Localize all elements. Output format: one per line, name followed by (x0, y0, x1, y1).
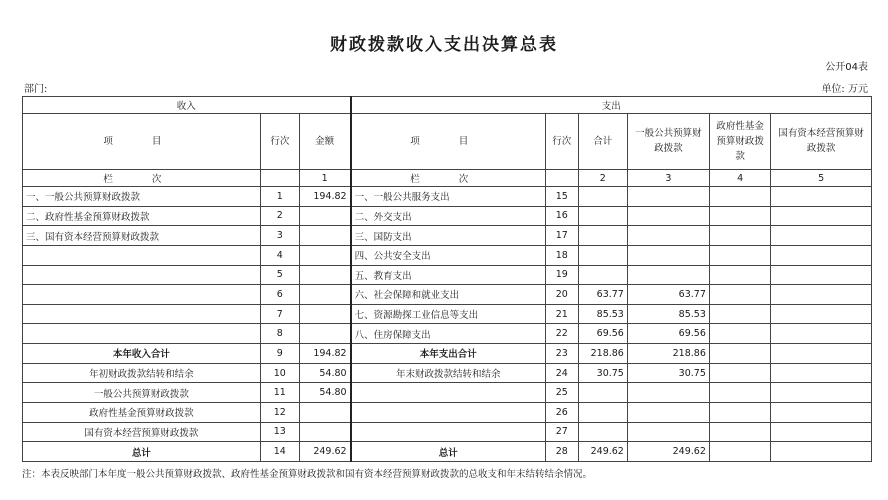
income-amount-header: 金额 (299, 113, 350, 170)
expense-fund-cell (709, 383, 771, 403)
income-amount-cell (299, 265, 350, 285)
income-item-cell (23, 285, 261, 305)
table-number: 公开04表 (825, 62, 868, 73)
table-row (23, 265, 872, 285)
expense-item-header: 项 目 (351, 113, 546, 170)
income-item-cell: 一、一般公共预算财政拨款 (23, 186, 261, 206)
expense-total-cell: 218.86 (578, 344, 627, 364)
expense-line-cell: 27 (545, 422, 578, 442)
expense-line-cell: 23 (545, 344, 578, 364)
expense-item-cell: 三、国防支出 (351, 226, 546, 246)
table-row (23, 304, 872, 324)
expense-fund-cell (709, 206, 771, 226)
expense-general-cell: 85.53 (627, 304, 709, 324)
table-row (23, 186, 872, 206)
income-amount-cell (299, 285, 350, 305)
table-row (23, 363, 872, 383)
income-line-cell: 6 (260, 285, 299, 305)
expense-line-cell: 21 (545, 304, 578, 324)
expense-general-cell: 249.62 (627, 442, 709, 462)
expense-fund-header: 政府性基金预算财政拨款 (709, 113, 771, 170)
expense-fund-cell (709, 344, 771, 364)
expense-state-cell (771, 383, 872, 403)
income-index-label: 栏 次 (23, 170, 261, 187)
income-item-cell (23, 265, 261, 285)
expense-line-cell: 28 (545, 442, 578, 462)
income-item-cell: 二、政府性基金预算财政拨款 (23, 206, 261, 226)
expense-state-cell (771, 363, 872, 383)
expense-item-cell (351, 422, 546, 442)
expense-general-header: 一般公共预算财政拨款 (627, 113, 709, 170)
income-line-cell: 4 (260, 245, 299, 265)
income-index-line (260, 170, 299, 187)
income-line-cell: 3 (260, 226, 299, 246)
expense-total-cell: 30.75 (578, 363, 627, 383)
expense-total-cell: 63.77 (578, 285, 627, 305)
expense-index-c2: 2 (578, 170, 627, 187)
expense-state-cell (771, 304, 872, 324)
table-row (23, 206, 872, 226)
column-header-row (23, 113, 872, 170)
expense-state-cell (771, 403, 872, 423)
income-item-cell (23, 245, 261, 265)
income-amount-cell: 194.82 (299, 344, 350, 364)
expense-line-cell: 16 (545, 206, 578, 226)
expense-section-header: 支出 (351, 97, 872, 114)
income-amount-cell (299, 324, 350, 344)
income-line-cell: 13 (260, 422, 299, 442)
income-amount-cell: 194.82 (299, 186, 350, 206)
income-item-cell: 政府性基金预算财政拨款 (23, 403, 261, 423)
expense-index-line (545, 170, 578, 187)
table-row (23, 383, 872, 403)
expense-general-cell (627, 206, 709, 226)
expense-total-cell: 69.56 (578, 324, 627, 344)
income-item-header: 项 目 (23, 113, 261, 170)
income-amount-cell: 54.80 (299, 363, 350, 383)
income-line-cell: 5 (260, 265, 299, 285)
expense-general-cell: 63.77 (627, 285, 709, 305)
expense-fund-cell (709, 422, 771, 442)
expense-fund-cell (709, 363, 771, 383)
expense-line-cell: 19 (545, 265, 578, 285)
income-line-cell: 8 (260, 324, 299, 344)
expense-general-cell (627, 245, 709, 265)
expense-general-cell: 30.75 (627, 363, 709, 383)
income-line-cell: 2 (260, 206, 299, 226)
income-line-cell: 7 (260, 304, 299, 324)
expense-state-cell (771, 442, 872, 462)
expense-line-cell: 22 (545, 324, 578, 344)
expense-fund-cell (709, 324, 771, 344)
expense-line-cell: 18 (545, 245, 578, 265)
expense-fund-cell (709, 186, 771, 206)
income-item-cell: 本年收入合计 (23, 344, 261, 364)
expense-item-cell (351, 383, 546, 403)
expense-total-cell (578, 226, 627, 246)
income-item-cell: 国有资本经营预算财政拨款 (23, 422, 261, 442)
expense-state-cell (771, 344, 872, 364)
income-amount-cell (299, 206, 350, 226)
expense-fund-cell (709, 265, 771, 285)
expense-general-cell (627, 186, 709, 206)
expense-state-cell (771, 226, 872, 246)
income-item-cell: 总计 (23, 442, 261, 462)
income-line-cell: 14 (260, 442, 299, 462)
expense-item-cell: 年末财政拨款结转和结余 (351, 363, 546, 383)
expense-item-cell: 七、资源勘探工业信息等支出 (351, 304, 546, 324)
expense-item-cell: 总计 (351, 442, 546, 462)
expense-general-cell (627, 403, 709, 423)
expense-general-cell: 69.56 (627, 324, 709, 344)
expense-item-cell: 本年支出合计 (351, 344, 546, 364)
income-line-cell: 1 (260, 186, 299, 206)
expense-total-cell (578, 403, 627, 423)
table-row (23, 344, 872, 364)
expense-total-cell: 249.62 (578, 442, 627, 462)
expense-line-cell: 25 (545, 383, 578, 403)
expense-fund-cell (709, 226, 771, 246)
table-row (23, 324, 872, 344)
income-line-cell: 12 (260, 403, 299, 423)
expense-index-label: 栏 次 (351, 170, 546, 187)
income-line-cell: 11 (260, 383, 299, 403)
expense-state-cell (771, 245, 872, 265)
income-line-cell: 9 (260, 344, 299, 364)
expense-state-cell (771, 186, 872, 206)
income-amount-cell (299, 245, 350, 265)
table-row (23, 245, 872, 265)
income-amount-cell (299, 304, 350, 324)
expense-state-cell (771, 285, 872, 305)
expense-total-cell (578, 245, 627, 265)
income-item-cell (23, 304, 261, 324)
expense-item-cell (351, 403, 546, 423)
expense-total-header: 合计 (578, 113, 627, 170)
income-amount-cell: 249.62 (299, 442, 350, 462)
expense-state-cell (771, 206, 872, 226)
income-amount-cell (299, 226, 350, 246)
income-item-cell (23, 324, 261, 344)
expense-state-cell (771, 324, 872, 344)
expense-fund-cell (709, 442, 771, 462)
expense-index-c4: 4 (709, 170, 771, 187)
department-label: 部门: (24, 84, 48, 95)
expense-state-cell (771, 422, 872, 442)
expense-item-cell: 二、外交支出 (351, 206, 546, 226)
table-row (23, 403, 872, 423)
table-row (23, 442, 872, 462)
expense-general-cell (627, 422, 709, 442)
expense-item-cell: 五、教育支出 (351, 265, 546, 285)
expense-item-cell: 六、社会保障和就业支出 (351, 285, 546, 305)
income-index-c1: 1 (299, 170, 350, 187)
expense-total-cell (578, 422, 627, 442)
expense-state-header: 国有资本经营预算财政拨款 (771, 113, 872, 170)
expense-fund-cell (709, 304, 771, 324)
expense-general-cell (627, 226, 709, 246)
footnote: 注：本表反映部门本年度一般公共预算财政拨款、政府性基金预算财政拨款和国有资本经营预算财政拨款的总收支和年末结转结余情况。 (22, 469, 593, 480)
income-line-cell: 10 (260, 363, 299, 383)
expense-item-cell: 四、公共安全支出 (351, 245, 546, 265)
expense-line-cell: 15 (545, 186, 578, 206)
table-row (23, 226, 872, 246)
expense-line-cell: 20 (545, 285, 578, 305)
table-row (23, 285, 872, 305)
expense-item-cell: 一、一般公共服务支出 (351, 186, 546, 206)
expense-fund-cell (709, 285, 771, 305)
expense-total-cell: 85.53 (578, 304, 627, 324)
expense-general-cell: 218.86 (627, 344, 709, 364)
expense-index-c5: 5 (771, 170, 872, 187)
expense-total-cell (578, 206, 627, 226)
income-amount-cell: 54.80 (299, 383, 350, 403)
income-line-header: 行次 (260, 113, 299, 170)
expense-fund-cell (709, 403, 771, 423)
expense-general-cell (627, 383, 709, 403)
expense-line-cell: 26 (545, 403, 578, 423)
expense-line-cell: 24 (545, 363, 578, 383)
expense-line-header: 行次 (545, 113, 578, 170)
expense-state-cell (771, 265, 872, 285)
income-amount-cell (299, 403, 350, 423)
expense-index-c3: 3 (627, 170, 709, 187)
expense-fund-cell (709, 245, 771, 265)
column-index-row (23, 170, 872, 187)
expense-total-cell (578, 186, 627, 206)
income-item-cell: 一般公共预算财政拨款 (23, 383, 261, 403)
income-section-header: 收入 (23, 97, 351, 114)
expense-general-cell (627, 265, 709, 285)
expense-total-cell (578, 265, 627, 285)
table-row (23, 422, 872, 442)
expense-item-cell: 八、住房保障支出 (351, 324, 546, 344)
income-item-cell: 年初财政拨款结转和结余 (23, 363, 261, 383)
expense-line-cell: 17 (545, 226, 578, 246)
unit-label: 单位: 万元 (821, 84, 868, 95)
expense-total-cell (578, 383, 627, 403)
income-amount-cell (299, 422, 350, 442)
income-item-cell: 三、国有资本经营预算财政拨款 (23, 226, 261, 246)
section-header-row (23, 97, 872, 114)
fiscal-summary-table (22, 96, 872, 462)
report-title: 财政拨款收入支出决算总表 (330, 35, 558, 55)
